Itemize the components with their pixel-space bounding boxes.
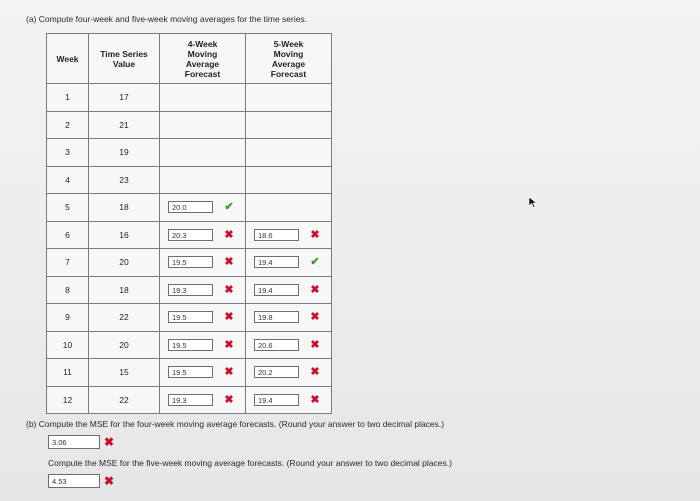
table-row: [47, 331, 332, 359]
incorrect-icon: ✖: [103, 435, 115, 449]
part-b-prompt-five-week: Compute the MSE for the five-week moving average forecasts. (Round your answer to two decimal places.): [48, 458, 452, 468]
week-cell: 4: [47, 166, 89, 194]
five-week-forecast-cell: [246, 249, 332, 277]
header-time-series-label: Time Series Value: [100, 48, 148, 69]
incorrect-icon: ✖: [224, 366, 234, 379]
four-week-forecast-cell: [160, 304, 246, 332]
table-body: [47, 84, 332, 414]
five-week-forecast-cell: [246, 84, 332, 112]
table-row: [47, 304, 332, 332]
five-week-forecast-input[interactable]: 19.4: [254, 394, 299, 406]
four-week-forecast-input[interactable]: 19.5: [168, 339, 213, 351]
incorrect-icon: ✖: [224, 256, 234, 269]
four-week-forecast-cell: [160, 359, 246, 387]
answer-wrap: [160, 222, 245, 249]
table-row: [47, 249, 332, 277]
answer-wrap: [246, 249, 331, 276]
moving-average-table: [46, 33, 332, 414]
header-week: [47, 34, 89, 84]
time-series-cell: 19: [89, 139, 160, 167]
four-week-forecast-cell: [160, 221, 246, 249]
mse-five-week-row: [48, 474, 116, 488]
four-week-forecast-cell: [160, 276, 246, 304]
header-4-week-label: 4-Week Moving Average Forecast: [184, 38, 221, 79]
table-row: [47, 276, 332, 304]
time-series-cell: 22: [89, 304, 160, 332]
five-week-forecast-cell: [246, 166, 332, 194]
week-cell: 10: [47, 331, 89, 359]
checkmark-icon: ✔: [310, 256, 320, 269]
five-week-forecast-input[interactable]: 19.4: [254, 284, 299, 296]
five-week-forecast-input[interactable]: 20.6: [254, 339, 299, 351]
answer-wrap: [160, 194, 245, 221]
answer-wrap: [246, 359, 331, 386]
part-b-prompt-four-week: (b) Compute the MSE for the four-week moving average forecasts. (Round your answer to two decimal places.): [26, 419, 445, 429]
time-series-cell: 21: [89, 111, 160, 139]
five-week-forecast-cell: [246, 194, 332, 222]
four-week-forecast-cell: [160, 166, 246, 194]
mse-four-week-row: [48, 435, 116, 449]
four-week-forecast-cell: [160, 331, 246, 359]
incorrect-icon: ✖: [310, 228, 320, 241]
four-week-forecast-cell: [160, 249, 246, 277]
four-week-forecast-cell: [160, 84, 246, 112]
four-week-forecast-input[interactable]: 19.5: [168, 311, 213, 323]
header-5-week-label: 5-Week Moving Average Forecast: [270, 38, 307, 79]
time-series-cell: 22: [89, 386, 160, 414]
incorrect-icon: ✖: [310, 393, 320, 406]
four-week-forecast-input[interactable]: 19.5: [168, 256, 213, 268]
answer-wrap: [160, 277, 245, 304]
incorrect-icon: ✖: [310, 283, 320, 296]
header-5-week-forecast: [246, 34, 332, 84]
answer-wrap: [246, 277, 331, 304]
five-week-forecast-cell: [246, 386, 332, 414]
week-cell: 2: [47, 111, 89, 139]
week-cell: 1: [47, 84, 89, 112]
four-week-forecast-cell: [160, 194, 246, 222]
week-cell: 6: [47, 221, 89, 249]
week-cell: 12: [47, 386, 89, 414]
four-week-forecast-input[interactable]: 20.0: [168, 201, 213, 213]
incorrect-icon: ✖: [310, 366, 320, 379]
time-series-cell: 16: [89, 221, 160, 249]
four-week-forecast-cell: [160, 111, 246, 139]
answer-wrap: [246, 222, 331, 249]
time-series-cell: 20: [89, 249, 160, 277]
table-row: [47, 194, 332, 222]
incorrect-icon: ✖: [224, 338, 234, 351]
time-series-cell: 23: [89, 166, 160, 194]
incorrect-icon: ✖: [224, 311, 234, 324]
five-week-forecast-cell: [246, 304, 332, 332]
week-cell: 5: [47, 194, 89, 222]
answer-wrap: [160, 249, 245, 276]
week-cell: 11: [47, 359, 89, 387]
four-week-forecast-input[interactable]: 19.5: [168, 366, 213, 378]
time-series-cell: 15: [89, 359, 160, 387]
four-week-forecast-cell: [160, 386, 246, 414]
week-cell: 8: [47, 276, 89, 304]
four-week-forecast-input[interactable]: 19.3: [168, 394, 213, 406]
incorrect-icon: ✖: [103, 474, 115, 488]
five-week-forecast-cell: [246, 221, 332, 249]
table-row: [47, 139, 332, 167]
five-week-forecast-input[interactable]: 19.4: [254, 256, 299, 268]
answer-wrap: [160, 359, 245, 386]
answer-wrap: [160, 387, 245, 414]
five-week-forecast-cell: [246, 111, 332, 139]
table-header-row: [47, 34, 332, 84]
part-a-prompt: (a) Compute four-week and five-week moving averages for the time series.: [26, 14, 308, 24]
table-row: [47, 166, 332, 194]
incorrect-icon: ✖: [310, 311, 320, 324]
mse-four-week-input[interactable]: 3.06: [48, 435, 100, 449]
answer-wrap: [246, 387, 331, 414]
time-series-cell: 18: [89, 276, 160, 304]
five-week-forecast-cell: [246, 276, 332, 304]
four-week-forecast-cell: [160, 139, 246, 167]
week-cell: 3: [47, 139, 89, 167]
incorrect-icon: ✖: [224, 228, 234, 241]
header-4-week-forecast: [160, 34, 246, 84]
week-cell: 7: [47, 249, 89, 277]
four-week-forecast-input[interactable]: 19.3: [168, 284, 213, 296]
answer-wrap: [160, 304, 245, 331]
five-week-forecast-cell: [246, 139, 332, 167]
five-week-forecast-input[interactable]: 19.8: [254, 311, 299, 323]
week-cell: 9: [47, 304, 89, 332]
incorrect-icon: ✖: [224, 393, 234, 406]
time-series-cell: 17: [89, 84, 160, 112]
mouse-cursor-icon: [528, 196, 538, 208]
table-row: [47, 84, 332, 112]
header-time-series: [89, 34, 160, 84]
time-series-cell: 20: [89, 331, 160, 359]
answer-wrap: [246, 304, 331, 331]
five-week-forecast-input[interactable]: 18.6: [254, 229, 299, 241]
header-week-label: Week: [56, 53, 79, 64]
five-week-forecast-input[interactable]: 20.2: [254, 366, 299, 378]
incorrect-icon: ✖: [224, 283, 234, 296]
five-week-forecast-cell: [246, 331, 332, 359]
four-week-forecast-input[interactable]: 20.3: [168, 229, 213, 241]
table-row: [47, 359, 332, 387]
mse-five-week-input[interactable]: 4.53: [48, 474, 100, 488]
five-week-forecast-cell: [246, 359, 332, 387]
table-row: [47, 111, 332, 139]
answer-wrap: [160, 332, 245, 359]
answer-wrap: [246, 332, 331, 359]
checkmark-icon: ✔: [224, 201, 234, 214]
table-row: [47, 386, 332, 414]
time-series-cell: 18: [89, 194, 160, 222]
table-row: [47, 221, 332, 249]
incorrect-icon: ✖: [310, 338, 320, 351]
